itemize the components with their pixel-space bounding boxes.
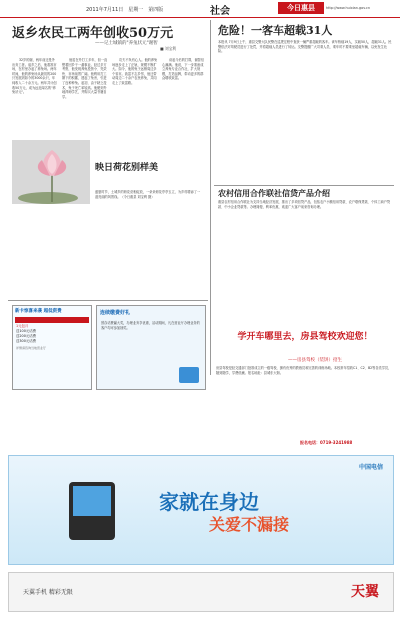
right-headline-2: 农村信用合作联社信贷产品介绍 <box>218 189 330 198</box>
ad-item: 1元包月 <box>16 324 29 328</box>
paragraph: 他虽在外打工多年，但一直想着回乡干一番事业。经过多方考察，他发现养兔投资小、见效快、市场前景广阔。他利用打工攒下的积蓄，建起了兔舍，引进了良种种兔。起初，由于缺乏技术，兔子死亡率较高。他便到外地拜师学艺，并购买大量书籍自学。 <box>62 58 108 99</box>
column-divider <box>210 20 211 375</box>
phone-screen <box>73 486 111 516</box>
telecom-banner <box>8 455 394 565</box>
banner-line2: 关爱不漏接 <box>209 515 290 534</box>
paragraph: 谈起今后的打算，谢智信心满满。他说，下一步准备成立养兔专业合作社，扩大规模，打造品牌，带动更多的群众增收致富。 <box>162 58 205 81</box>
section-title: 社会 <box>210 6 230 17</box>
bottom-ad-slogan: 天翼手机 精彩无限 <box>23 589 73 596</box>
ad-item: 送100元话费 <box>16 329 37 333</box>
banner-brand: 中国电信 <box>358 464 383 471</box>
ad-stripe <box>15 317 89 323</box>
driving-body: 房县驾校是经交通部门批准成立的一级驾校，拥有优秀的教练员和完善的训练场地。本校常年招收C1、C2、B2等各类学员，随到随学，学费低廉。报名地址：县城东大街。 <box>216 366 392 375</box>
banner-line1: 家就在身边 <box>159 490 259 514</box>
main-subheadline: ——记土城镇的"养兔状元"谢智 <box>95 41 158 46</box>
right-headline-1: 危险！一客车超载31人 <box>218 24 333 37</box>
bottom-ad <box>8 572 394 612</box>
right-body-2: 惠县农村信用合作联社为支持当地经济发展，推出了多项信贷产品，包括农户小额信用贷款、农户联保贷款、个体工商户贷款、中小企业贷款等。办理简便，利率优惠，欢迎广大客户前来咨询办理。 <box>218 200 391 209</box>
driving-headline: 学开车哪里去，房县驾校欢迎您！ <box>237 332 373 342</box>
issue-date: 2011年7月11日 星期一 第四版 <box>86 7 164 13</box>
telecom-ad-mid <box>96 305 206 390</box>
newspaper-logo: 今日惠县 <box>278 2 324 14</box>
main-byline: ■ 刘宝利 <box>160 46 177 51</box>
telecom-ad-left <box>12 305 92 390</box>
main-col-1 <box>12 58 58 130</box>
page-header <box>0 0 400 18</box>
paragraph: 32岁的谢，两年前还是外出务工者。返乡之后，他看准市场，在村里办起了养兔场。两年时间，他的养兔场从最初的200只发展到如今的3000余只，年纯收入二十余万元。两年共计创收50万元，成为远近闻名的"养兔状元"。 <box>12 58 57 95</box>
main-headline: 返乡农民工两年创收50万元 <box>12 26 174 41</box>
main-col-2 <box>62 58 108 130</box>
ad-title: 新卡惊喜来袭 超低资费 <box>15 309 62 314</box>
photo-caption: 盛夏时节，土城乡的荷花竞相绽放，一朵朵荷花亭亭玉立，为乡村增添了一道亮丽的风景线。（今日惠县 刘宝利 摄） <box>95 190 201 199</box>
section-divider <box>8 300 208 301</box>
main-col-4 <box>162 58 206 130</box>
paragraph: 功夫不负有心人。他的养兔场逐步走上了正轨，规模不断扩大。如今，他的兔子远销周边多个省市。致富不忘乡邻，他还带动周边二十余户农民养兔，共同走上了致富路。 <box>112 58 158 85</box>
ad-item: 送300元话费 <box>16 339 37 343</box>
right-body-1: 本报讯 7月9日上午，惠县交警大队民警在巡逻过程中查获一辆严重超载的客车。该车核载19人，实载50人，超载31人。民警依法对驾驶员进行了处罚，并将超载人员进行了转运。交警提醒广大司乘人员，乘车时不要乘坐超载车辆，以免发生危险。 <box>218 40 392 54</box>
driving-phone: 报名电话：0719-3241988 <box>300 440 353 445</box>
lotus-photo <box>12 140 90 204</box>
photo-title: 映日荷花别样美 <box>95 163 159 173</box>
ad-item: 送200元话费 <box>16 334 37 338</box>
ad-title: 连续缴费好礼 <box>100 310 131 316</box>
bottom-ad-brand: 天翼 <box>351 584 379 600</box>
driving-subheadline: ——房县驾校（装饼）招生 <box>288 358 342 363</box>
lotus-icon <box>12 140 90 204</box>
website-url: http://www.huixian.gov.cn <box>326 6 371 10</box>
main-col-3 <box>112 58 158 130</box>
ad-body: 预存话费赢大奖，办理业务享优惠，活动期间，凡在营业厅办理业务的客户均可参加抽奖。 <box>101 321 200 330</box>
phone-image <box>69 482 115 540</box>
section-divider <box>214 185 394 186</box>
ad-note: 详情请咨询当地营业厅 <box>16 346 47 350</box>
gift-icon <box>179 367 199 383</box>
